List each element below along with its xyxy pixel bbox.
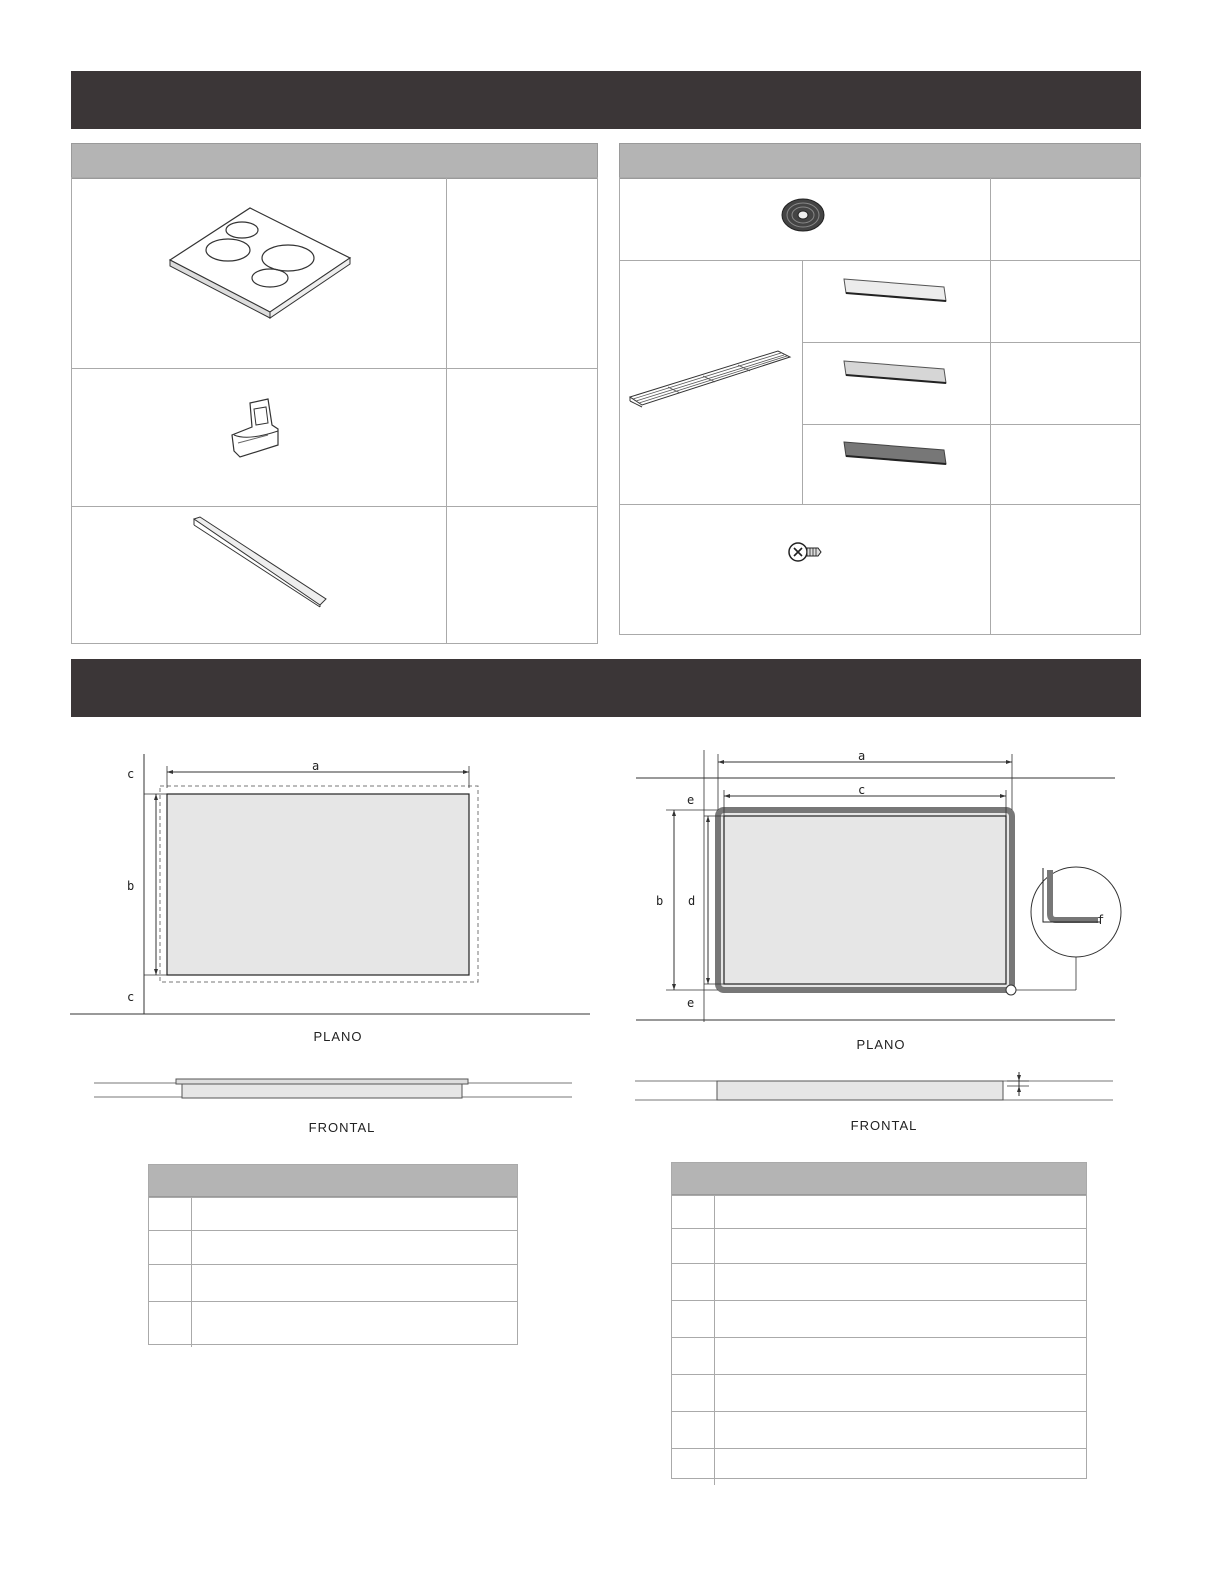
right-dimensions-table <box>671 1162 1087 1479</box>
cooktop-illustration <box>160 200 360 320</box>
table-row <box>672 1263 1086 1300</box>
pad-strip-light-illustration <box>840 275 950 305</box>
left-dimensions-table <box>148 1164 518 1345</box>
table-row <box>149 1301 517 1347</box>
table-row <box>149 1197 517 1230</box>
pad-strip-dark-illustration <box>840 438 950 468</box>
dim-label-e-bottom: e <box>687 996 695 1010</box>
parts-left-header <box>71 143 598 179</box>
frontal-left-caption: FRONTAL <box>308 1120 376 1135</box>
dim-label-d: d <box>688 894 696 908</box>
clip-illustration <box>220 395 300 465</box>
parts-right-header <box>619 143 1141 179</box>
table-row <box>672 1337 1086 1374</box>
pad-strip-medium-illustration <box>840 357 950 387</box>
section-banner-installation <box>71 659 1141 717</box>
table-row <box>149 1230 517 1264</box>
dim-label-c-top: c <box>127 767 135 781</box>
table-row <box>672 1195 1086 1228</box>
dim-label-a: a <box>312 759 320 773</box>
section-banner-top <box>71 71 1141 129</box>
table-row <box>672 1411 1086 1448</box>
table-row <box>672 1300 1086 1337</box>
right-plan-diagram <box>630 740 1130 1040</box>
table-row <box>672 1228 1086 1263</box>
plano-left-caption: PLANO <box>313 1029 363 1044</box>
table-row <box>149 1264 517 1301</box>
frontal-right-caption: FRONTAL <box>850 1118 918 1133</box>
plano-right-caption: PLANO <box>856 1037 906 1052</box>
screw-illustration <box>788 538 824 566</box>
right-frontal-diagram <box>635 1068 1115 1108</box>
dim-label-f: f <box>1097 913 1105 927</box>
coil-illustration <box>778 195 828 235</box>
grid-tray-illustration <box>628 345 793 410</box>
dim-label-a-right: a <box>858 749 866 763</box>
left-frontal-diagram <box>94 1075 574 1105</box>
table-row <box>672 1448 1086 1485</box>
table-row <box>672 1374 1086 1411</box>
dim-label-e-top: e <box>687 793 695 807</box>
strip-illustration <box>190 515 330 610</box>
left-plan-diagram <box>60 740 600 1030</box>
dim-label-c-right: c <box>858 783 866 797</box>
dim-label-b-right: b <box>656 894 664 908</box>
dim-label-b: b <box>127 879 135 893</box>
dim-label-c-bottom: c <box>127 990 135 1004</box>
